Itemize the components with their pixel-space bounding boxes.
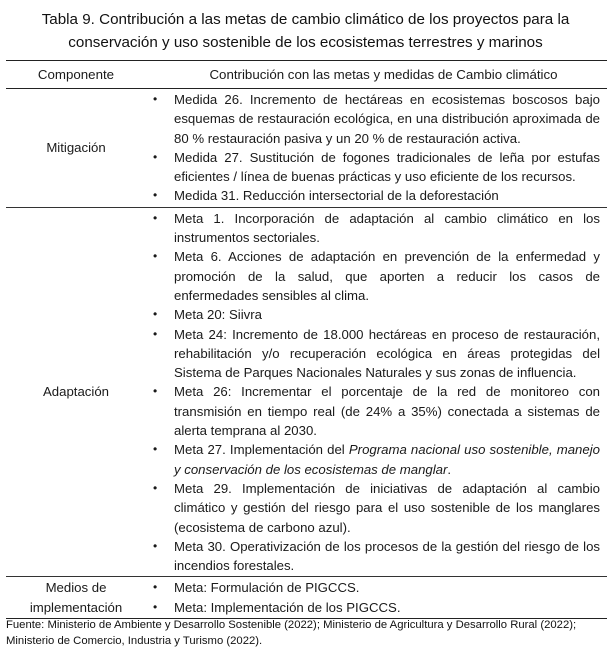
contribution-list bbox=[146, 577, 607, 618]
bullet-icon: • bbox=[153, 188, 158, 203]
table-header bbox=[6, 61, 607, 89]
contribution-list bbox=[146, 208, 607, 577]
item-text: Meta 24: Incremento de 18.000 hectáreas en proceso de restauración, rehabilitación y/o recuperación ecológica en áreas protegidas del Sistema de Parques Nacionales Naturales y sus zonas de influencia. bbox=[174, 326, 600, 381]
list-item bbox=[146, 578, 600, 597]
item-text: Medida 31. Reducción intersectorial de la deforestación bbox=[174, 188, 499, 204]
component-cell: Medios de implementación bbox=[29, 580, 123, 615]
item-text: Meta 29. Implementación de iniciativas de adaptación al cambio climático y gestión del riesgo para el uso sostenible de los manglares (ecosistema de carbono azul). bbox=[174, 480, 600, 535]
source-note: Fuente: Ministerio de Ambiente y Desarrollo Sostenible (2022); Ministerio de Agricultura y Desarrollo Rural (2022); Ministerio de Comercio, Industria y Turismo (2022). bbox=[6, 619, 577, 647]
contribution-list bbox=[146, 89, 607, 207]
table-row bbox=[6, 208, 607, 578]
item-text: Meta 26: Incrementar el porcentaje de la red de monitoreo con transmisión en tiempo real (de 24% a 35%) conectada a sistemas de alerta temprana al 2030. bbox=[174, 384, 600, 439]
list-item bbox=[146, 537, 600, 576]
list-item bbox=[146, 325, 600, 383]
table-caption bbox=[8, 8, 603, 54]
header-component: Componente bbox=[37, 67, 115, 82]
item-text: Meta 20: Siivra bbox=[174, 307, 262, 323]
table-row bbox=[6, 89, 607, 208]
bullet-icon: • bbox=[153, 384, 158, 399]
bullet-icon: • bbox=[153, 480, 158, 495]
item-text-end: . bbox=[447, 461, 452, 477]
item-text: Meta 6. Acciones de adaptación en prevención de la enfermedad y promoción de la salud, que aporten a reducir los casos de enfermedades sensibles al clima. bbox=[174, 249, 600, 303]
list-item bbox=[146, 479, 600, 537]
component-cell: Mitigación bbox=[46, 140, 106, 156]
bullet-icon: • bbox=[153, 249, 158, 264]
list-item bbox=[146, 598, 600, 617]
list-item bbox=[146, 209, 600, 248]
component-cell: Adaptación bbox=[43, 384, 109, 400]
bullet-icon: • bbox=[153, 92, 158, 106]
item-text-italic: Programa nacional uso sostenible, manejo y conservación de los ecosistemas de manglar bbox=[174, 442, 600, 477]
list-item bbox=[146, 148, 600, 187]
bullet-icon: • bbox=[153, 326, 158, 341]
table-row bbox=[6, 577, 607, 618]
list-item bbox=[146, 186, 600, 205]
list-item bbox=[146, 305, 600, 324]
list-item bbox=[146, 90, 600, 148]
bullet-icon: • bbox=[153, 538, 158, 553]
bullet-icon: • bbox=[153, 149, 158, 164]
bullet-icon: • bbox=[153, 307, 158, 322]
item-text: Medida 26. Incremento de hectáreas en ecosistemas boscosos bajo esquemas de restauración ecológica, en una distribución aproximada de 80 % restauración pasiva y un 20 % de restauración activa. bbox=[174, 92, 600, 146]
bullet-icon: • bbox=[153, 442, 158, 457]
caption-line-1: Tabla 9. Contribución a las metas de cambio climático de los proyectos para la bbox=[41, 11, 570, 28]
list-item bbox=[146, 382, 600, 440]
item-text: Medida 27. Sustitución de fogones tradicionales de leña por estufas eficientes / línea de buenas prácticas y uso eficiente de los recursos. bbox=[174, 149, 600, 185]
bullet-icon: • bbox=[153, 580, 158, 595]
item-text: Meta: Formulación de PIGCCS. bbox=[174, 580, 360, 596]
item-text: Meta 27. Implementación del bbox=[174, 442, 349, 458]
list-item bbox=[146, 247, 600, 305]
header-contribution: Contribución con las metas y medidas de Cambio climático bbox=[209, 67, 558, 82]
item-text: Meta 30. Operativización de los procesos de la gestión del riesgo de los incendios forestales. bbox=[174, 538, 600, 574]
contribution-table bbox=[6, 60, 607, 619]
bullet-icon: • bbox=[153, 210, 158, 225]
bullet-icon: • bbox=[153, 599, 158, 614]
item-text: Meta 1. Incorporación de adaptación al cambio climático en los instrumentos sectoriales. bbox=[174, 210, 600, 246]
item-text: Meta: Implementación de los PIGCCS. bbox=[174, 599, 401, 615]
list-item bbox=[146, 440, 600, 479]
table-body bbox=[6, 89, 607, 618]
caption-line-2: conservación y uso sostenible de los ecosistemas terrestres y marinos bbox=[68, 34, 543, 51]
